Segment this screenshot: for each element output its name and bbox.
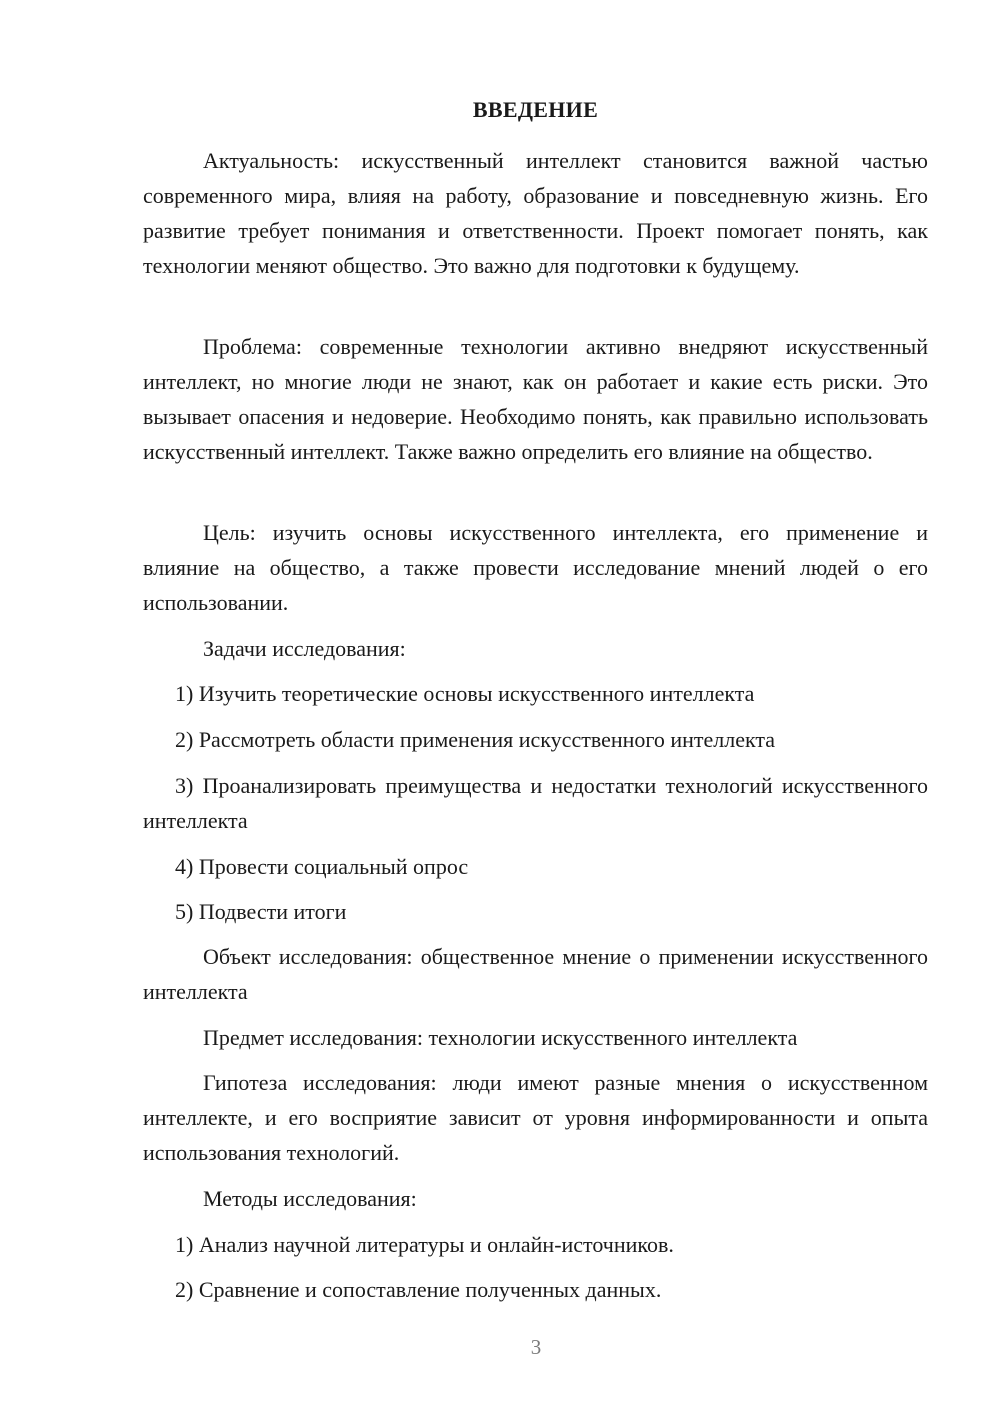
object-paragraph: Объект исследования: общественное мнение о применении искусственного интеллекта [143, 944, 928, 1004]
problem-paragraph: Проблема: современные технологии активно внедряют искусственный интеллект, но многие люди не знают, как он работает и какие есть риски. Это вызывает опасения и недоверие. Необходимо понять, как правильно использовать искусственный интеллект. Также важно определить его влияние на общество. [143, 334, 928, 464]
subject-paragraph: Предмет исследования: технологии искусственного интеллекта [203, 1025, 798, 1050]
section-title: ВВЕДЕНИЕ [472, 97, 599, 122]
methods-heading: Методы исследования: [203, 1186, 417, 1211]
page-number: 3 [530, 1335, 542, 1359]
task-item-4: 4) Провести социальный опрос [175, 854, 469, 879]
relevance-paragraph: Актуальность: искусственный интеллект становится важной частью современного мира, влияя на работу, образование и повседневную жизнь. Его развитие требует понимания и ответственности. Проект помогает понять, как технологии меняют общество. Это важно для подготовки к будущему. [143, 148, 928, 278]
method-item-2: 2) Сравнение и сопоставление полученных данных. [175, 1277, 662, 1302]
task-item-1: 1) Изучить теоретические основы искусственного интеллекта [175, 681, 755, 706]
hypothesis-paragraph: Гипотеза исследования: люди имеют разные мнения о искусственном интеллекте, и его восприятие зависит от уровня информированности и опыта использования технологий. [143, 1070, 928, 1165]
task-item-3: 3) Проанализировать преимущества и недостатки технологий искусственного интеллекта [143, 773, 928, 833]
tasks-heading: Задачи исследования: [203, 636, 406, 661]
task-item-5: 5) Подвести итоги [175, 899, 347, 924]
task-item-2: 2) Рассмотреть области применения искусственного интеллекта [175, 727, 776, 752]
method-item-1: 1) Анализ научной литературы и онлайн-источников. [175, 1232, 674, 1257]
goal-paragraph: Цель: изучить основы искусственного интеллекта, его применение и влияние на общество, а также провести исследование мнений людей о его использовании. [143, 520, 928, 615]
